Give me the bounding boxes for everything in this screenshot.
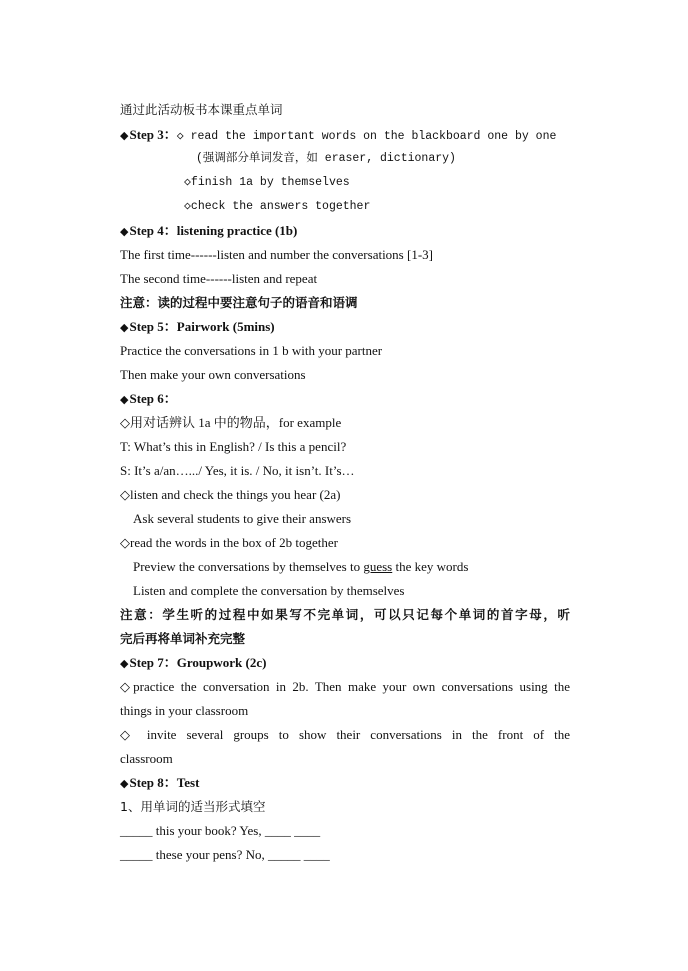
step6-listen-check: ◇listen and check the things you hear (2a) bbox=[120, 487, 341, 502]
step4-note: 注意：读的过程中要注意句子的语音和语调 bbox=[120, 295, 358, 310]
step7-practice-line1: ◇practice the conversation in 2b. Then make your own conversations using the bbox=[120, 679, 570, 694]
step6-preview-guess: guess bbox=[363, 559, 393, 574]
step6-note-line1: 注意：学生听的过程中如果写不完单词，可以只记每个单词的首字母，听 bbox=[120, 607, 570, 622]
step4-heading bbox=[120, 222, 297, 241]
intro-text: 通过此活动板书本课重点单词 bbox=[120, 102, 283, 117]
step3-label: Step 3： bbox=[129, 127, 177, 142]
step3-heading bbox=[120, 126, 556, 146]
step4-first-time: The first time------listen and number the conversations [1-3] bbox=[120, 247, 433, 262]
step6-student-line: S: It’s a/an….../ Yes, it is. / No, it isn’t. It’s… bbox=[120, 463, 355, 478]
step6-preview-part3: the key words bbox=[392, 559, 469, 574]
step6-heading bbox=[120, 390, 177, 409]
step8-question-title: 1、用单词的适当形式填空 bbox=[120, 799, 266, 814]
step4-second-time: The second time------listen and repeat bbox=[120, 271, 318, 286]
step6-read-words: ◇read the words in the box of 2b together bbox=[120, 535, 338, 550]
step8-question-1: _____ this your book? Yes, ____ ____ bbox=[120, 823, 321, 838]
step8-label: Step 8：Test bbox=[129, 775, 200, 790]
step8-question-2: _____ these your pens? No, _____ ____ bbox=[120, 847, 330, 862]
step8-heading bbox=[120, 774, 199, 793]
step6-ask-students: Ask several students to give their answers bbox=[133, 511, 352, 526]
step6-complete: Listen and complete the conversation by themselves bbox=[133, 583, 405, 598]
step7-heading bbox=[120, 654, 266, 673]
step3-item-check: ◇check the answers together bbox=[184, 200, 371, 213]
step5-practice: Practice the conversations in 1 b with your partner bbox=[120, 343, 383, 358]
step5-make: Then make your own conversations bbox=[120, 367, 306, 382]
step6-note-line2: 完后再将单词补充完整 bbox=[120, 631, 246, 646]
step3-item-finish: ◇finish 1a by themselves bbox=[184, 176, 350, 189]
step6-identify: ◇用对话辨认 1a 中的物品，for example bbox=[120, 415, 342, 430]
step7-label: Step 7：Groupwork (2c) bbox=[129, 655, 267, 670]
step6-label: Step 6： bbox=[129, 391, 177, 406]
step7-invite-line1: ◇ invite several groups to show their conversations in the front of the bbox=[120, 727, 570, 742]
step7-practice-line2: things in your classroom bbox=[120, 703, 249, 718]
step7-invite-line2: classroom bbox=[120, 751, 173, 766]
step6-preview bbox=[133, 558, 468, 576]
step3-item-note: (强调部分单词发音，如 eraser, dictionary) bbox=[196, 152, 456, 165]
step6-preview-part1: Preview the conversations by themselves to bbox=[133, 559, 364, 574]
step5-heading bbox=[120, 318, 275, 337]
step6-teacher-line: T: What’s this in English? / Is this a pencil? bbox=[120, 439, 347, 454]
step5-label: Step 5：Pairwork (5mins) bbox=[129, 319, 275, 334]
step3-item-read: ◇ read the important words on the blackboard one by one bbox=[176, 130, 557, 143]
step4-label: Step 4：listening practice (1b) bbox=[129, 223, 298, 238]
